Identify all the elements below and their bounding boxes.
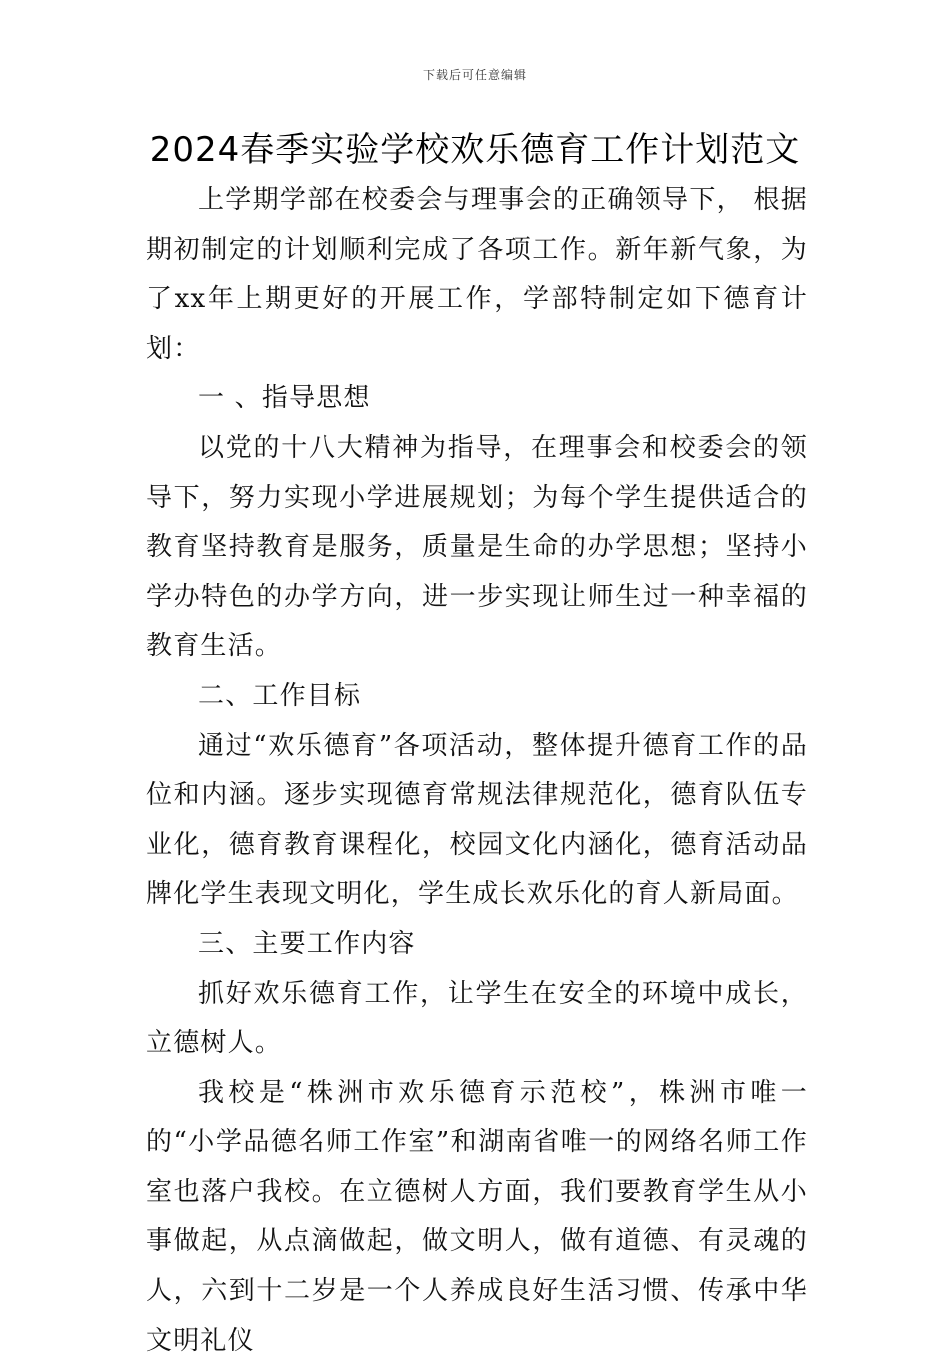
paragraph-work-goals: 通过“欢乐德育”各项活动，整体提升德育工作的品位和内涵。逐步实现德育常规法律规范化，德育队伍专业化，德育教育课程化，校园文化内涵化，德育活动品牌化学生表现文明化，学生成长欢乐化的育人新局面。 (146, 730, 808, 910)
paragraph-main-content: 抓好欢乐德育工作，让学生在安全的环境中成长，立德树人。 (146, 978, 808, 1059)
document-body (146, 176, 808, 1366)
section-heading-main-content: 三、主要工作内容 (198, 928, 416, 959)
header-note: 下载后可任意编辑 (422, 68, 527, 82)
paragraph-school-intro: 我校是“株洲市欢乐德育示范校”，株洲市唯一的“小学品德名师工作室”和湖南省唯一的网络名师工作室也落户我校。在立德树人方面，我们要教育学生从小事做起，从点滴做起，做文明人，做有道德、有灵魂的人，六到十二岁是一个人养成良好生活习惯、传承中华文明礼仪 (146, 1077, 808, 1356)
document-title: 2024春季实验学校欢乐德育工作计划范文 (149, 130, 801, 170)
paragraph-intro: 上学期学部在校委会与理事会的正确领导下， 根据期初制定的计划顺利完成了各项工作。新年新气象，为了xx年上期更好的开展工作，学部特制定如下德育计划： (146, 185, 808, 364)
section-heading-guiding-thought: 一 、指导思想 (198, 383, 371, 414)
paragraph-guiding-thought: 以党的十八大精神为指导，在理事会和校委会的领导下，努力实现小学进展规划；为每个学生提供适合的教育坚持教育是服务，质量是生命的办学思想；坚持小学办特色的办学方向，进一步实现让师生过一种幸福的教育生活。 (146, 432, 808, 662)
section-heading-work-goals: 二、工作目标 (198, 680, 362, 711)
